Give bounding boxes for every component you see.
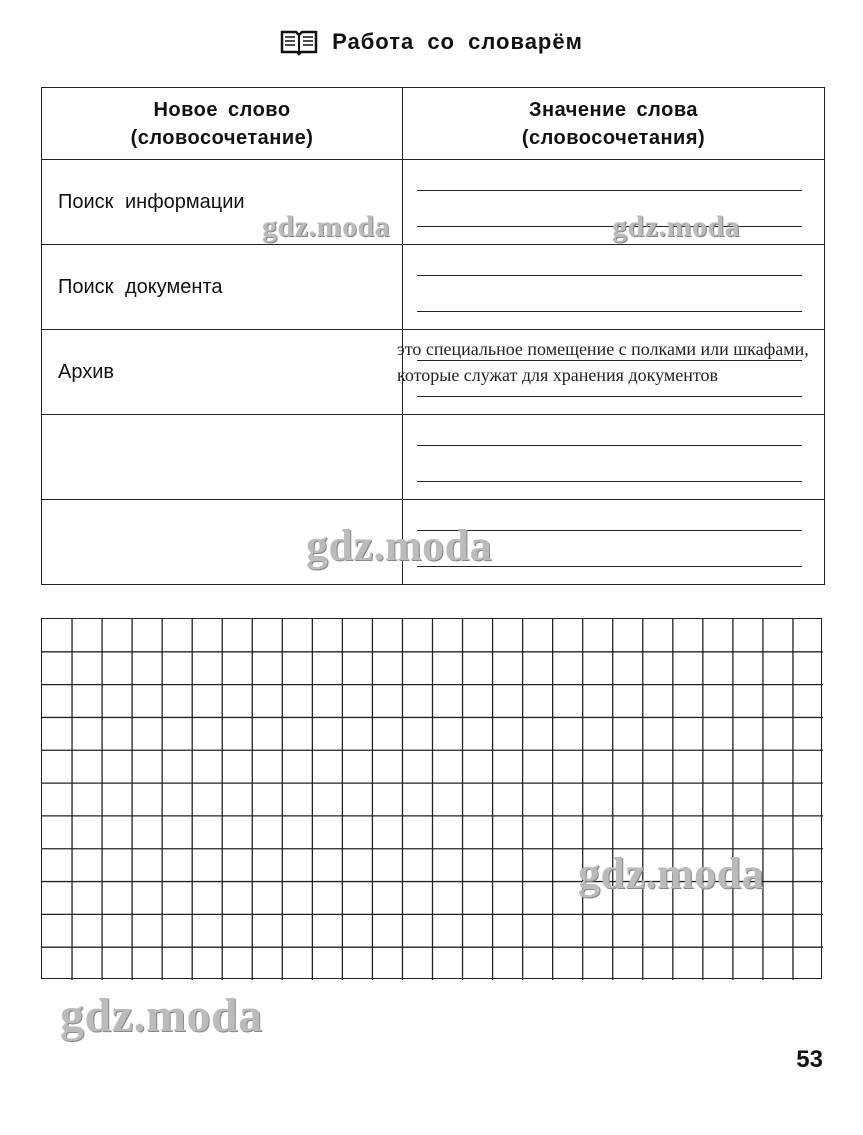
column-header-line: Новое слово [153,98,291,121]
page-number: 53 [796,1046,823,1073]
watermark: gdz.moda [578,849,765,898]
meaning-cell[interactable] [403,160,825,245]
watermark: gdz.moda [612,210,741,243]
table-row [42,500,825,585]
squared-grid [41,618,822,979]
term-text: Поиск документа [58,275,223,298]
term-cell [42,245,403,330]
column-header-new-word [42,88,403,160]
term-cell[interactable] [42,500,403,585]
watermark: gdz.moda [306,521,493,570]
meaning-cell[interactable] [397,330,825,415]
table-row [42,330,825,415]
meaning-cell[interactable] [403,245,825,330]
meaning-cell[interactable] [403,415,825,500]
table-row [42,160,825,245]
page-header [0,28,863,61]
term-text: Поиск информации [58,190,245,213]
page-title: Работа со словарём [332,29,583,54]
term-cell[interactable] [42,415,403,500]
term-cell [42,330,403,415]
column-header-meaning [403,88,825,160]
term-cell [42,160,403,245]
term-text: Архив [58,360,115,383]
vocabulary-table [41,87,825,585]
column-header-line: Значение слова [529,98,698,121]
table-row [42,415,825,500]
table-header-row [42,88,825,160]
meaning-text: это специальное помещение с полками или шкафами, которые служат для хранения документов [397,339,809,385]
watermark: gdz.moda [262,210,391,243]
book-icon [280,28,318,56]
grid-lines [42,619,823,980]
table-row [42,245,825,330]
watermark: gdz.moda [60,989,263,1042]
column-header-line: (словосочетания) [521,126,706,149]
column-header-line: (словосочетание) [130,126,314,149]
meaning-cell[interactable] [403,500,825,585]
